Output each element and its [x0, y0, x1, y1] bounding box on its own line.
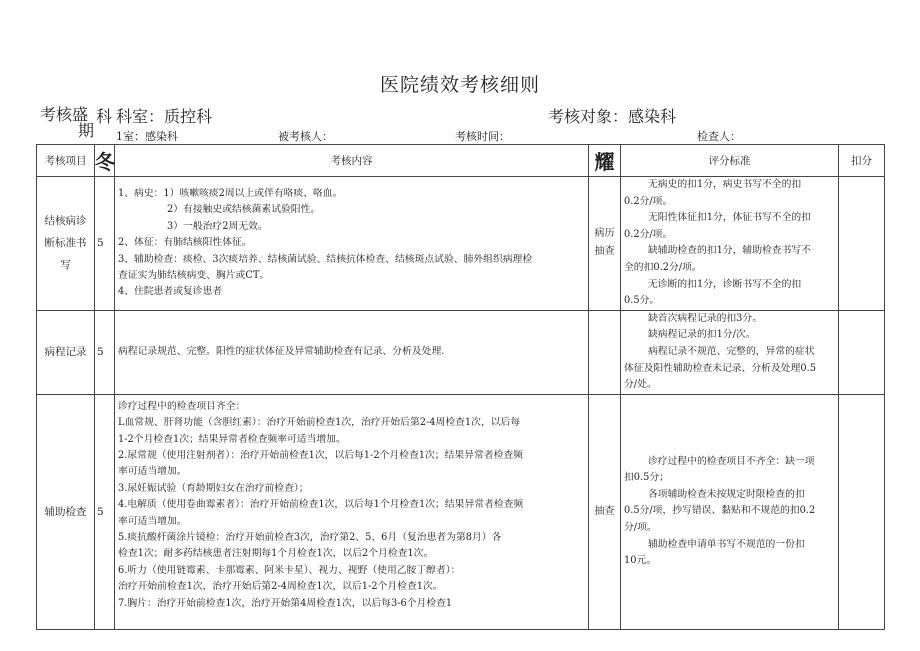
content-line: 4.电解质（使用卷曲霉素者）：治疗开始前检查1次，以后每1个月检查1次；结果异常者检查频: [118, 499, 524, 511]
cycle-label-2: 期: [78, 121, 95, 140]
header-deduct: 扣分: [839, 145, 885, 177]
row-method: 抽查: [589, 394, 621, 629]
row-content: [115, 310, 589, 394]
content-line: 病程记录规范、完整。阳性的症状体征及异常辅助检查有记录、分析及处理.: [118, 346, 445, 358]
content-line: 1、病史：1）咳嗽咳痰2周以上或伴有咯痰、咯血。: [118, 187, 343, 199]
content-line: 治疗开始前检查1次，治疗开始后第2-4周检查1次，以后1-2个月检查1次。: [118, 581, 443, 593]
header-project: 考核项目: [37, 145, 95, 177]
content-line: 率可适当增加。: [118, 466, 187, 478]
criteria-line: 缺辅助检查的扣1分，辅助检查书写不: [648, 245, 811, 257]
criteria-line: 全的扣0.2分/项。: [624, 261, 702, 273]
row-content: [115, 394, 589, 629]
content-line: 诊疗过程中的检查项目齐全：: [118, 400, 246, 412]
row-content: [115, 177, 589, 311]
criteria-line: 各项辅助检查未按规定时限检查的扣: [648, 488, 805, 500]
content-line: 2.尿常规（使用注射剂者）：治疗开始前检查1次，以后每1-2个月检查1次；结果异常者检查频: [118, 449, 523, 461]
assessment-table: [36, 144, 885, 630]
criteria-line: 0.5分。: [624, 295, 660, 307]
header-criteria: 评分标准: [621, 145, 839, 177]
content-line: 检查1次；耐多药结核患者注射期每1个月检查1次，以后2个月检查1次。: [118, 548, 434, 560]
content-line: 2）有接触史或结核菌素试验阳性。: [167, 204, 321, 216]
header-content: 考核内容: [115, 145, 589, 177]
cycle-label: 考核盛: [40, 105, 89, 124]
content-line: 5.痰抗酸杆菌涂片镜检：治疗开始前检查3次，治疗第2、5、6月（复治患者为第8月）各: [118, 531, 502, 543]
content-line: 3.尿妊娠试验（育龄期妇女在治疗前检查）；: [118, 482, 309, 494]
content-line: 3）一般治疗2周无效。: [167, 220, 268, 232]
criteria-line: 分/处。: [624, 379, 657, 391]
row-project: 辅助检查: [37, 394, 95, 629]
criteria-line: 无阳性体征扣1分，体征书写不全的扣: [648, 212, 811, 224]
time-label: 考核时间：: [455, 130, 510, 143]
criteria-line: 缺首次病程记录的扣3分。: [648, 312, 762, 324]
row-method: [589, 310, 621, 394]
criteria-line: 0.2分/项。: [624, 228, 673, 240]
content-line: 6.听力（使用链霉素、卡那霉素、阿米卡星）、视力、视野（使用乙胺丁醇者）：: [118, 564, 461, 576]
table-row: [37, 177, 885, 311]
criteria-line: 无诊断的扣1分，诊断书写不全的扣: [648, 278, 802, 290]
row-deduct: [839, 394, 885, 629]
dept-room: 1室：感染科: [116, 130, 178, 143]
row-criteria: [621, 394, 839, 629]
row-project: 结核病诊断标准书写: [37, 177, 95, 311]
row-score: 5: [95, 177, 115, 311]
dept-prefix: 科: [96, 107, 113, 126]
content-line: 4、住院患者或复诊患者: [118, 286, 223, 298]
content-line: 7.胸片：治疗开始前检查1次，治疗开始第4周检查1次，以后每3-6个月检查1: [118, 597, 453, 609]
row-method: 病历抽查: [589, 177, 621, 311]
criteria-line: 诊疗过程中的检查项目不齐全：缺一项: [648, 455, 815, 467]
header-method: 耀: [589, 145, 621, 177]
assessee-label: 被考核人：: [278, 130, 333, 143]
content-line: 1-2个月检查1次；结果异常者检查频率可适当增加。: [118, 433, 346, 445]
content-line: L血常规、肝肾功能（含胆红素）：治疗开始前检查1次，治疗开始后第2-4周检查1次，以后每: [118, 417, 521, 429]
row-deduct: [839, 177, 885, 311]
criteria-line: 病程记录不规范、完整的，异常的症状: [648, 345, 815, 357]
table-header-row: [37, 145, 885, 177]
criteria-line: 分/项。: [624, 522, 657, 534]
row-deduct: [839, 310, 885, 394]
criteria-line: 10元。: [624, 555, 657, 567]
criteria-line: 无病史的扣1分，病史书写不全的扣: [648, 179, 802, 190]
row-criteria: [621, 310, 839, 394]
row-project: 病程记录: [37, 310, 95, 394]
row-criteria: [621, 177, 839, 311]
row-score: 5: [95, 394, 115, 629]
content-line: 查证实为肺结核病变、胸片或CT。: [118, 269, 270, 281]
criteria-line: 体征及阳性辅助检查未记录、分析及处理0.5: [624, 362, 816, 374]
row-score: 5: [95, 310, 115, 394]
content-line: 率可适当增加。: [118, 515, 187, 527]
criteria-line: 扣0.5分；: [624, 472, 669, 484]
header-score: 冬: [95, 145, 115, 177]
criteria-line: 辅助检查申请单书写不规范的一份扣: [648, 538, 805, 550]
dept-label: 科室：质控科: [116, 107, 213, 126]
content-line: 2、体征：有肺结核阳性体征。: [118, 237, 252, 249]
content-line: 3、辅助检查：痰检、3次痰培养、结核菌试验、结核抗体检查、结核斑点试验、肺外组织病理检: [118, 253, 533, 265]
table-row: [37, 394, 885, 629]
inspector-label: 检查人：: [697, 130, 741, 143]
criteria-line: 缺病程记录的扣1分/次。: [648, 329, 756, 341]
page-title: 医院绩效考核细则: [379, 74, 540, 96]
target-label: 考核对象：感染科: [548, 107, 677, 126]
criteria-line: 0.2分/项。: [624, 195, 673, 207]
table-row: [37, 310, 885, 394]
criteria-line: 0.5分/项，抄写错误、黏贴和不规范的扣0.2: [624, 505, 816, 517]
